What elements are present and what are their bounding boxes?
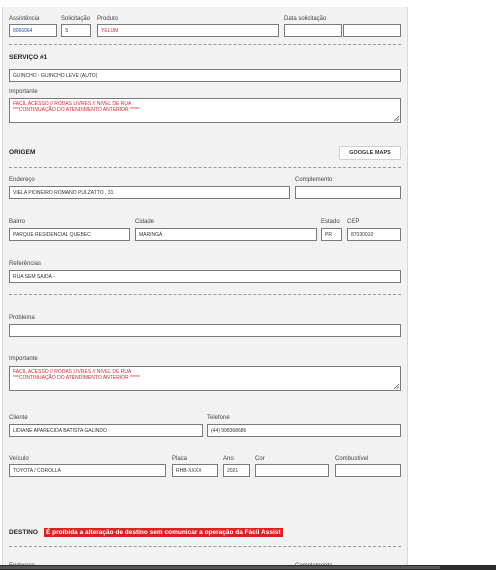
cep-label: CEP <box>347 219 360 225</box>
google-maps-button[interactable]: GOOGLE MAPS <box>339 146 401 160</box>
cliente-field[interactable]: LIDIANE APARECIDA BATISTA GALINDO <box>9 424 203 437</box>
bairro-label: Bairro <box>9 219 26 225</box>
origem-complemento-field[interactable] <box>295 186 401 199</box>
solicitacao-field[interactable]: S <box>61 24 91 37</box>
cep-field[interactable]: 87030010 <box>347 228 401 241</box>
destino-warning-badge: É proibida a alteração de destino sem comunicar a operação da Fácil Assist <box>46 529 281 536</box>
cidade-label: Cidade <box>135 219 155 225</box>
origem-title: ORIGEM <box>9 149 36 156</box>
problema-field[interactable] <box>9 324 401 337</box>
referencias-label: Referências <box>9 261 42 267</box>
importante-textarea[interactable]: FACIL ACESSO // RODAS LIVRES // NIVEL DE RUA ***CONTINUAÇÃO DO ATENDIMENTO ANTERIOR ***** <box>9 366 401 391</box>
divider <box>9 546 401 547</box>
veiculo-field[interactable]: TOYOTA / COROLLA <box>9 464 166 477</box>
referencias-field[interactable]: RUA SEM SAIDA - <box>9 270 401 283</box>
cor-field[interactable] <box>255 464 329 477</box>
scrollbar-thumb[interactable] <box>0 566 440 569</box>
origem-endereco-label: Endereço <box>9 177 35 183</box>
placa-field[interactable]: RHB-XXXX <box>172 464 218 477</box>
servico-title: SERVIÇO #1 <box>9 54 48 61</box>
divider <box>9 294 401 295</box>
origem-endereco-field[interactable]: VIELA PIONEIRO ROMANO PULZATTO , 31 <box>9 186 290 199</box>
divider <box>9 167 401 168</box>
estado-field[interactable]: PR <box>321 228 342 241</box>
resize-grip-icon[interactable] <box>393 115 400 122</box>
solicitacao-label: Solicitação <box>61 16 91 22</box>
resize-grip-icon[interactable] <box>393 383 400 390</box>
divider <box>9 44 401 45</box>
problema-label: Problema <box>9 315 35 321</box>
origem-complemento-label: Complemento <box>295 177 333 183</box>
service-form-panel <box>2 7 408 570</box>
ano-field[interactable]: 2021 <box>223 464 250 477</box>
cidade-field[interactable]: MARINGÁ <box>135 228 317 241</box>
telefone-field[interactable]: (44) 998368686 <box>207 424 401 437</box>
combustivel-label: Combustível <box>335 456 369 462</box>
servico-importante-label: Importante <box>9 89 38 95</box>
assistencia-field[interactable]: 8066064 <box>9 24 57 37</box>
estado-label: Estado <box>321 219 340 225</box>
servico-tipo-field[interactable]: GUINCHO - GUINCHO LEVE (AUTO) <box>9 69 401 82</box>
placa-label: Placa <box>172 456 188 462</box>
destino-title: DESTINO <box>9 529 38 536</box>
servico-importante-textarea[interactable]: FACIL ACESSO // RODAS LIVRES // NIVEL DE RUA ***CONTINUAÇÃO DO ATENDIMENTO ANTERIOR ***** <box>9 98 401 123</box>
telefone-label: Telefone <box>207 415 230 421</box>
assistencia-label: Assistência <box>9 16 40 22</box>
combustivel-field[interactable] <box>335 464 401 477</box>
cliente-label: Cliente <box>9 415 28 421</box>
data-solicitacao-time-field[interactable] <box>343 24 401 37</box>
produto-field[interactable]: YELUM <box>97 24 279 37</box>
data-solicitacao-date-field[interactable] <box>284 24 342 37</box>
veiculo-label: Veículo <box>9 456 29 462</box>
produto-label: Produto <box>97 16 119 22</box>
data-solicitacao-label: Data solicitação <box>284 16 327 22</box>
importante-label: Importante <box>9 356 38 362</box>
cor-label: Cor <box>255 456 265 462</box>
bairro-field[interactable]: PARQUE RESIDENCIAL QUEBEC <box>9 228 130 241</box>
ano-label: Ano <box>223 456 234 462</box>
